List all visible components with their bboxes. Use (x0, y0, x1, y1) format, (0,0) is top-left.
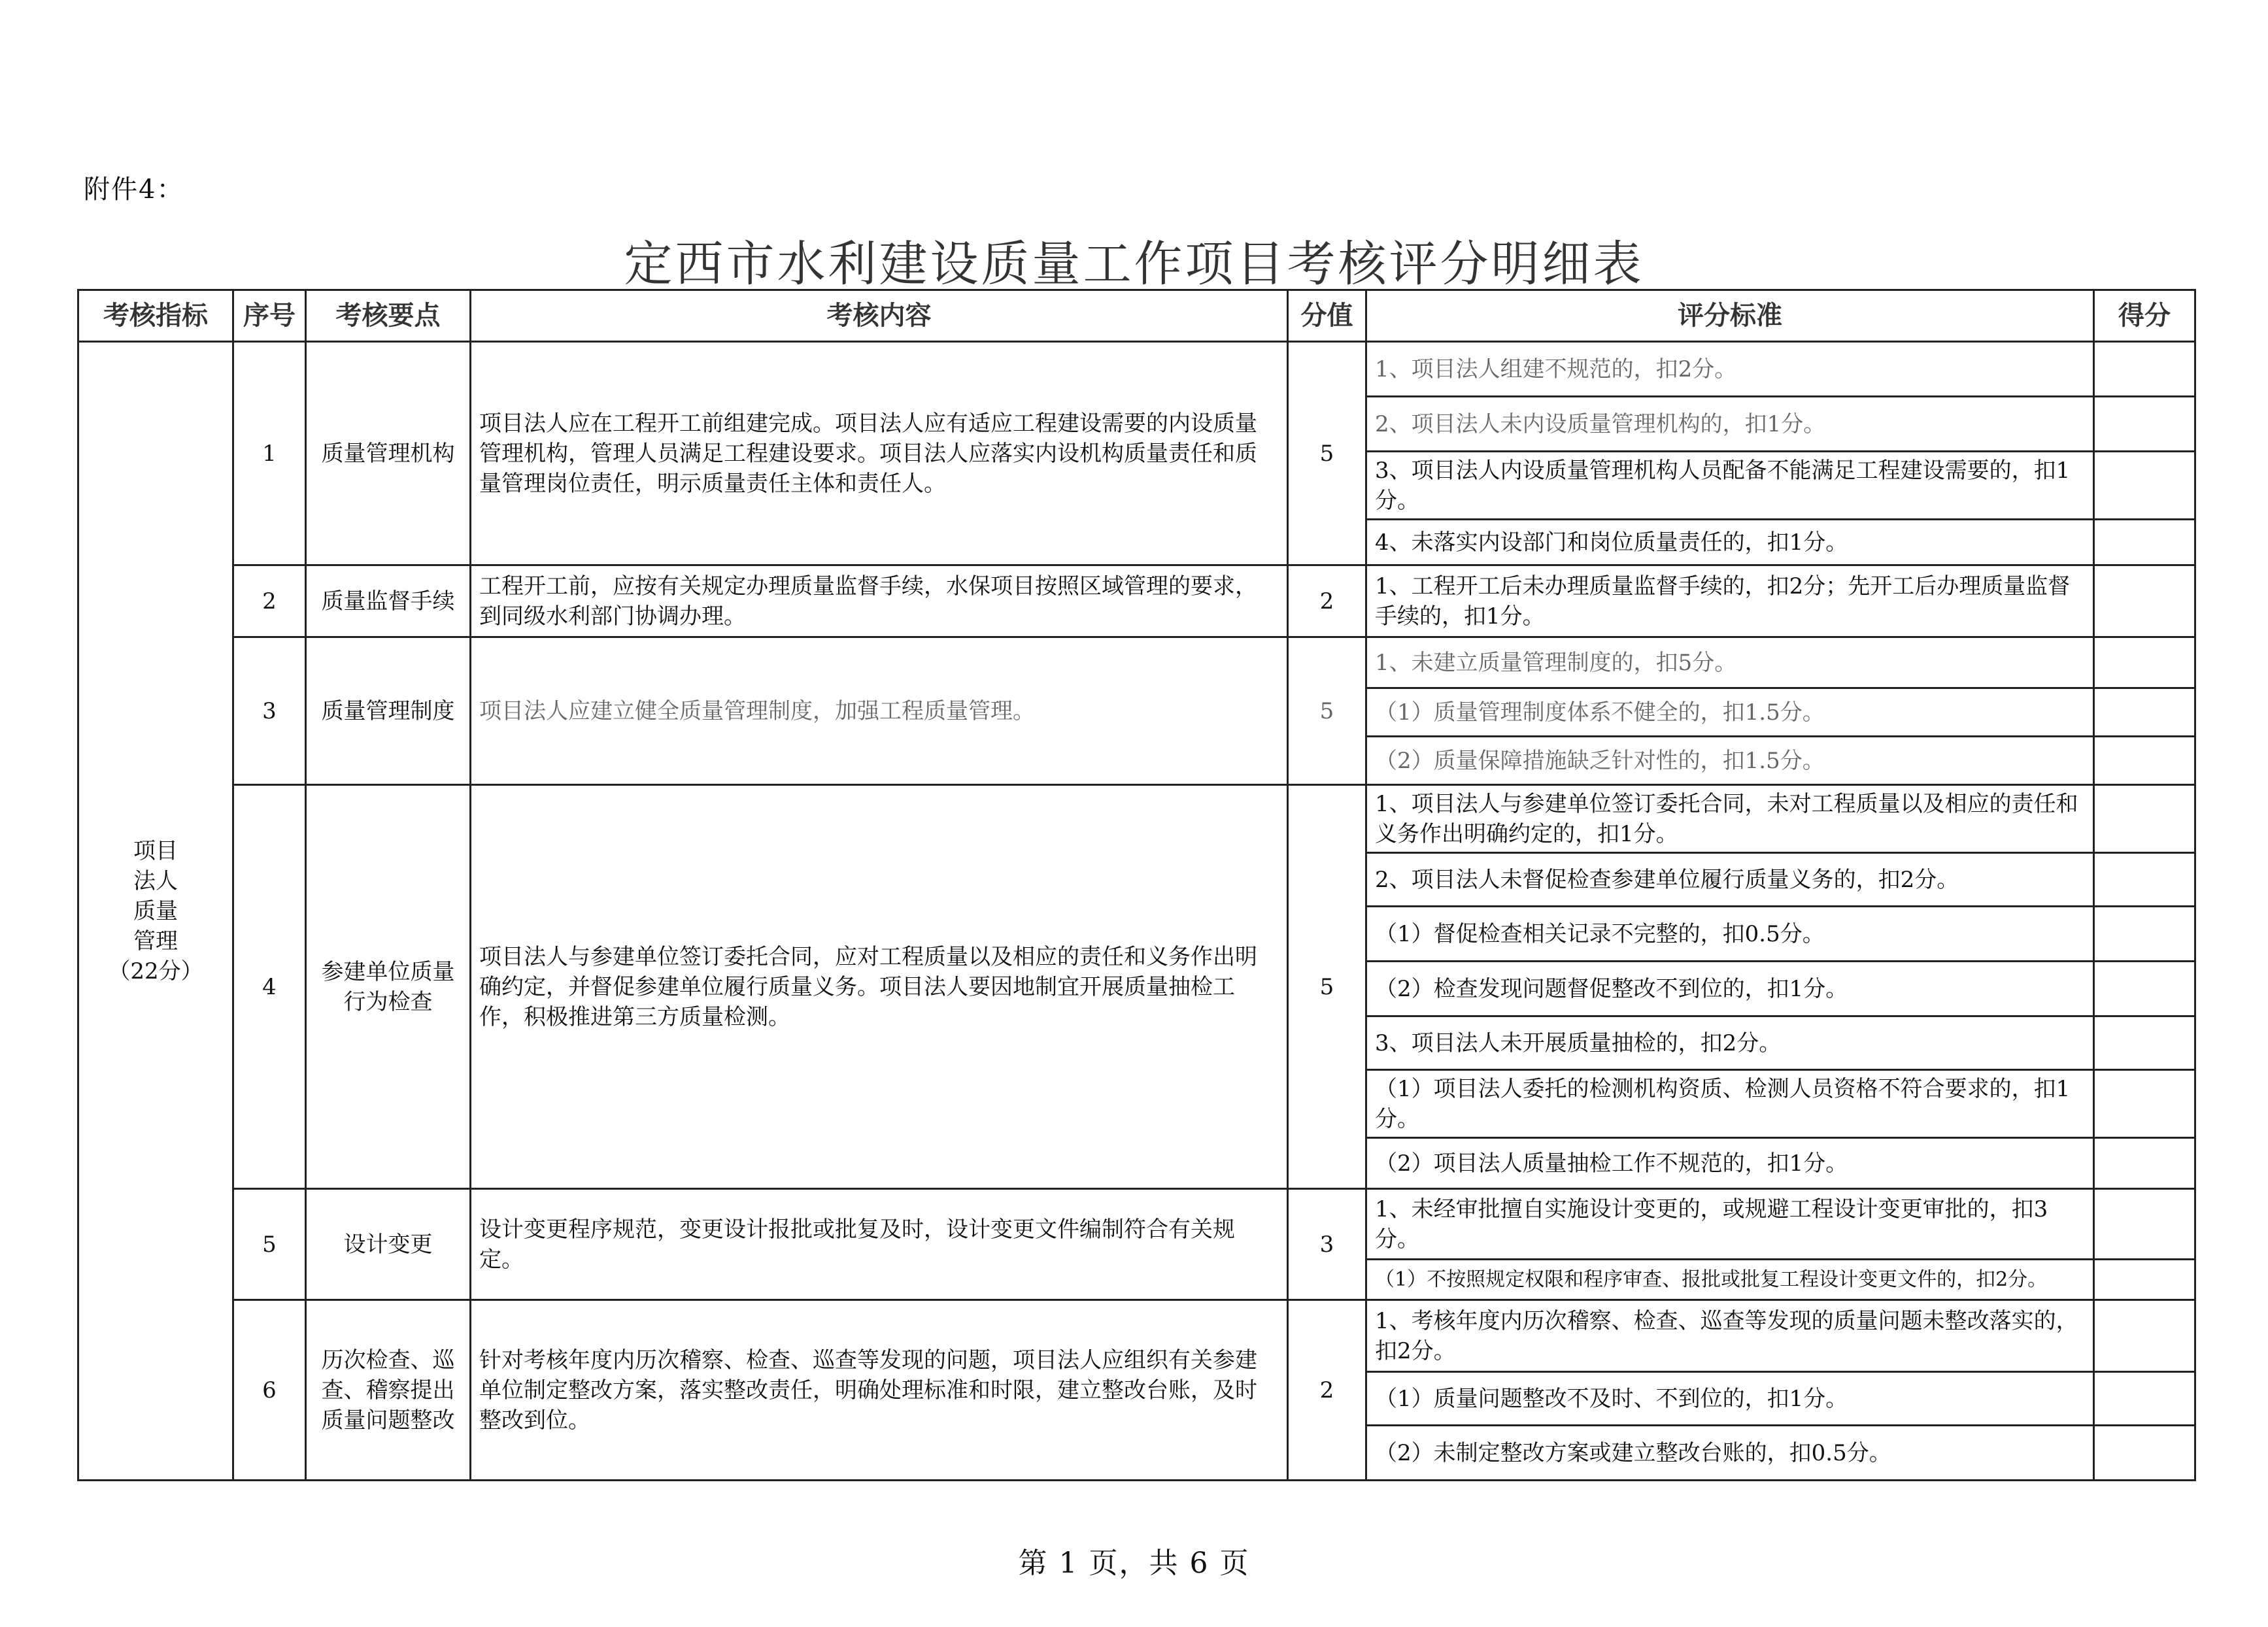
item-point: 设计变更 (306, 1189, 471, 1300)
item-score: 5 (1288, 342, 1366, 565)
item-content: 项目法人应建立健全质量管理制度，加强工程质量管理。 (471, 637, 1288, 785)
criteria-item: 1、未经审批擅自实施设计变更的，或规避工程设计变更审批的，扣3分。 (1366, 1189, 2094, 1260)
criteria-item: （2）检查发现问题督促整改不到位的，扣1分。 (1366, 962, 2094, 1016)
item-no: 4 (233, 785, 306, 1189)
result-cell[interactable] (2094, 452, 2195, 520)
criteria-item: 3、项目法人内设质量管理机构人员配备不能满足工程建设需要的，扣1分。 (1366, 452, 2094, 520)
category-cell (78, 342, 233, 1481)
table-row (78, 785, 2195, 853)
result-cell[interactable] (2094, 1300, 2195, 1372)
result-cell[interactable] (2094, 1372, 2195, 1426)
criteria-item: 2、项目法人未督促检查参建单位履行质量义务的，扣2分。 (1366, 853, 2094, 907)
criteria-item: （2）质量保障措施缺乏针对性的，扣1.5分。 (1366, 737, 2094, 785)
result-cell[interactable] (2094, 962, 2195, 1016)
page-footer: 第 1 页，共 6 页 (1018, 1547, 1250, 1580)
criteria-item: 1、考核年度内历次稽察、检查、巡查等发现的质量问题未整改落实的，扣2分。 (1366, 1300, 2094, 1372)
item-point: 历次检查、巡查、稽察提出质量问题整改 (306, 1300, 471, 1481)
criteria-item: （1）质量管理制度体系不健全的，扣1.5分。 (1366, 688, 2094, 737)
item-score: 2 (1288, 565, 1366, 637)
table-row (78, 342, 2195, 397)
criteria-item: 1、项目法人组建不规范的，扣2分。 (1366, 342, 2094, 397)
criteria-item: 4、未落实内设部门和岗位质量责任的，扣1分。 (1366, 520, 2094, 565)
result-cell[interactable] (2094, 737, 2195, 785)
item-no: 1 (233, 342, 306, 565)
item-point: 质量管理制度 (306, 637, 471, 785)
criteria-item: （1）项目法人委托的检测机构资质、检测人员资格不符合要求的，扣1分。 (1366, 1070, 2094, 1138)
result-cell[interactable] (2094, 1260, 2195, 1300)
page-title: 定西市水利建设质量工作项目考核评分明细表 (624, 236, 1644, 292)
category-total: （22分） (108, 958, 203, 984)
evaluation-table (77, 289, 2196, 1481)
result-cell[interactable] (2094, 1138, 2195, 1189)
result-cell[interactable] (2094, 688, 2195, 737)
header-criteria: 评分标准 (1366, 290, 2094, 342)
result-cell[interactable] (2094, 1016, 2195, 1070)
header-indicator: 考核指标 (78, 290, 233, 342)
table-row (78, 1189, 2195, 1260)
item-point: 质量监督手续 (306, 565, 471, 637)
item-point: 质量管理机构 (306, 342, 471, 565)
criteria-item: 1、项目法人与参建单位签订委托合同，未对工程质量以及相应的责任和义务作出明确约定的，扣1分。 (1366, 785, 2094, 853)
category-label-3: 质量 (133, 897, 178, 924)
criteria-item: （1）质量问题整改不及时、不到位的，扣1分。 (1366, 1372, 2094, 1426)
criteria-item: 3、项目法人未开展质量抽检的，扣2分。 (1366, 1016, 2094, 1070)
criteria-item: 1、未建立质量管理制度的，扣5分。 (1366, 637, 2094, 688)
header-row (78, 290, 2195, 342)
criteria-item: （2）未制定整改方案或建立整改台账的，扣0.5分。 (1366, 1426, 2094, 1481)
category-label-1: 项目 (133, 837, 178, 864)
result-cell[interactable] (2094, 565, 2195, 637)
result-cell[interactable] (2094, 342, 2195, 397)
result-cell[interactable] (2094, 520, 2195, 565)
category-label-4: 管理 (133, 928, 178, 954)
item-no: 5 (233, 1189, 306, 1300)
item-score: 3 (1288, 1189, 1366, 1300)
item-score: 2 (1288, 1300, 1366, 1481)
item-point: 参建单位质量行为检查 (306, 785, 471, 1189)
item-no: 6 (233, 1300, 306, 1481)
category-label-2: 法人 (133, 867, 178, 894)
item-score: 5 (1288, 785, 1366, 1189)
result-cell[interactable] (2094, 1426, 2195, 1481)
table-row (78, 637, 2195, 688)
attachment-label: 附件4： (84, 175, 184, 205)
criteria-item: （1）督促检查相关记录不完整的，扣0.5分。 (1366, 907, 2094, 962)
item-content: 设计变更程序规范，变更设计报批或批复及时，设计变更文件编制符合有关规定。 (471, 1189, 1288, 1300)
result-cell[interactable] (2094, 785, 2195, 853)
header-score: 分值 (1288, 290, 1366, 342)
result-cell[interactable] (2094, 1189, 2195, 1260)
item-content: 工程开工前，应按有关规定办理质量监督手续，水保项目按照区域管理的要求，到同级水利部门协调办理。 (471, 565, 1288, 637)
item-score: 5 (1288, 637, 1366, 785)
table-row (78, 1300, 2195, 1372)
item-content: 针对考核年度内历次稽察、检查、巡查等发现的问题，项目法人应组织有关参建单位制定整改方案，落实整改责任，明确处理标准和时限，建立整改台账，及时整改到位。 (471, 1300, 1288, 1481)
table-row (78, 565, 2195, 637)
header-content: 考核内容 (471, 290, 1288, 342)
result-cell[interactable] (2094, 853, 2195, 907)
header-no: 序号 (233, 290, 306, 342)
criteria-item: 2、项目法人未内设质量管理机构的，扣1分。 (1366, 397, 2094, 452)
result-cell[interactable] (2094, 637, 2195, 688)
criteria-item: （1）不按照规定权限和程序审查、报批或批复工程设计变更文件的，扣2分。 (1366, 1260, 2094, 1300)
criteria-item: 1、工程开工后未办理质量监督手续的，扣2分；先开工后办理质量监督手续的，扣1分。 (1366, 565, 2094, 637)
result-cell[interactable] (2094, 397, 2195, 452)
criteria-item: （2）项目法人质量抽检工作不规范的，扣1分。 (1366, 1138, 2094, 1189)
header-result: 得分 (2094, 290, 2195, 342)
item-content: 项目法人与参建单位签订委托合同，应对工程质量以及相应的责任和义务作出明确约定，并督促参建单位履行质量义务。项目法人要因地制宜开展质量抽检工作，积极推进第三方质量检测。 (471, 785, 1288, 1189)
item-content: 项目法人应在工程开工前组建完成。项目法人应有适应工程建设需要的内设质量管理机构，管理人员满足工程建设要求。项目法人应落实内设机构质量责任和质量管理岗位责任，明示质量责任主体和责任人。 (471, 342, 1288, 565)
header-point: 考核要点 (306, 290, 471, 342)
result-cell[interactable] (2094, 907, 2195, 962)
result-cell[interactable] (2094, 1070, 2195, 1138)
item-no: 3 (233, 637, 306, 785)
item-no: 2 (233, 565, 306, 637)
